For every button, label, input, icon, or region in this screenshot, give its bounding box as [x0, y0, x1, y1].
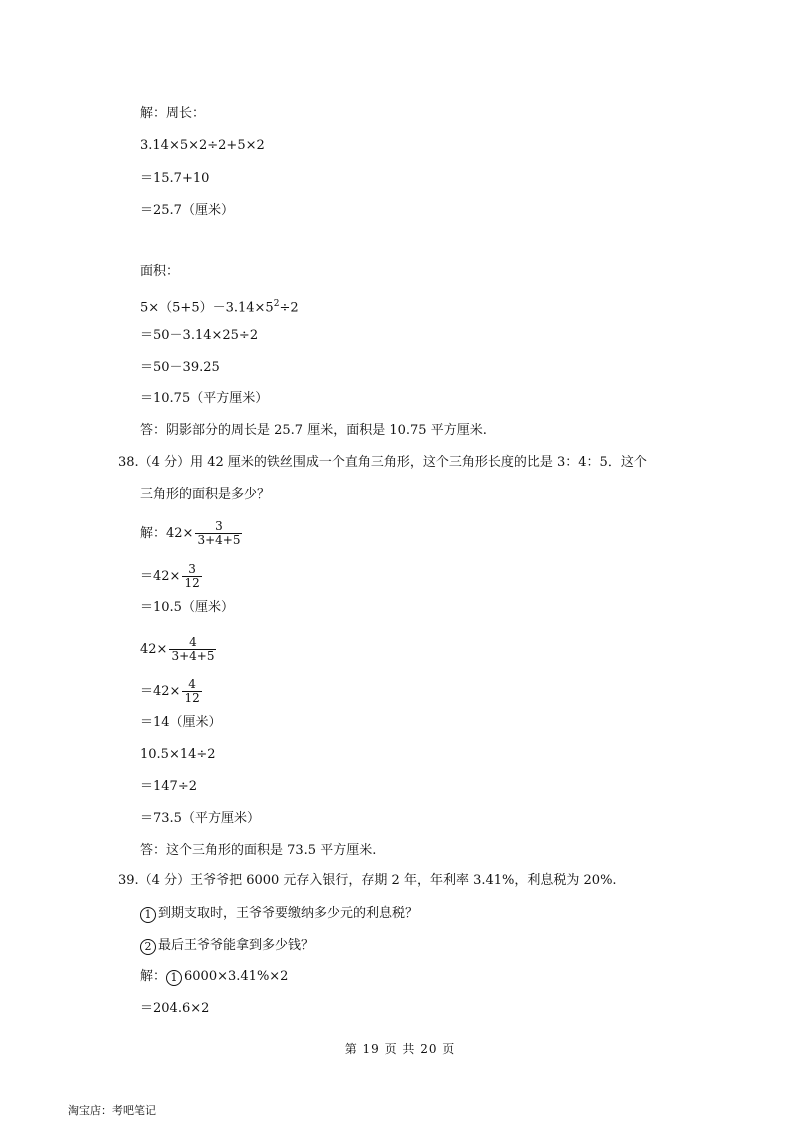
answer-line: 答：这个三角形的面积是 73.5 平方厘米. [140, 843, 377, 858]
equation-line [140, 563, 202, 590]
circled-number-icon: 2 [140, 939, 156, 955]
equation-line: ＝147÷2 [140, 779, 197, 794]
denominator: 3+4+5 [171, 649, 215, 663]
equation-line: ＝50－39.25 [140, 360, 220, 375]
equation-part: 6000×3.41%×2 [184, 969, 289, 984]
equation-line: ＝25.7（厘米） [140, 203, 234, 218]
equation-line: 10.5×14÷2 [140, 747, 216, 762]
question-text: 39.（4 分）王爷爷把 6000 元存入银行，存期 2 年，年利率 3.41%，利息税为 20%. [118, 873, 617, 888]
equation-line [140, 636, 216, 663]
sub-question [140, 938, 314, 955]
area-label: 面积： [140, 264, 180, 279]
equation-line: ＝10.5（厘米） [140, 600, 234, 615]
numerator: 3 [215, 519, 223, 533]
page-number: 第 19 页 共 20 页 [344, 1042, 456, 1056]
exponent: 2 [273, 299, 280, 309]
equation-line: ＝204.6×2 [140, 1001, 210, 1016]
fraction [182, 678, 201, 705]
equation-line [140, 969, 288, 986]
circled-number-icon: 1 [140, 907, 156, 923]
sub-question-text: 到期支取时，王爷爷要缴纳多少元的利息税？ [158, 906, 419, 921]
equation-part: 5×（5+5）－3.14×5 [140, 300, 274, 316]
equation-line: 3.14×5×2÷2+5×2 [140, 138, 265, 153]
numerator: 4 [189, 635, 197, 649]
equation-line [140, 520, 242, 547]
numerator: 4 [188, 677, 196, 691]
equation-line [140, 296, 299, 316]
denominator: 3+4+5 [197, 533, 241, 547]
sub-question [140, 906, 418, 923]
equation-line: ＝73.5（平方厘米） [140, 811, 260, 826]
shop-label: 淘宝店：考吧笔记 [68, 1104, 156, 1117]
answer-line: 答：阴影部分的周长是 25.7 厘米，面积是 10.75 平方厘米. [140, 423, 487, 438]
equation-part: ＝42× [140, 569, 181, 584]
question-text: 38.（4 分）用 42 厘米的铁丝围成一个直角三角形，这个三角形长度的比是 3：4：5．这个 [118, 455, 647, 470]
denominator: 12 [184, 691, 200, 705]
equation-part: 解： [140, 969, 167, 984]
numerator: 3 [188, 562, 196, 576]
equation-part: 解：42× [140, 526, 194, 541]
denominator: 12 [184, 576, 200, 590]
equation-part: 42× [140, 642, 168, 657]
perimeter-label: 解：周长： [140, 106, 206, 121]
equation-line: ＝10.75（平方厘米） [140, 391, 269, 406]
equation-line: ＝50－3.14×25÷2 [140, 328, 259, 343]
equation-part: ÷2 [279, 300, 299, 316]
fraction [195, 520, 242, 547]
equation-line: ＝14（厘米） [140, 715, 222, 730]
equation-part: ＝42× [140, 684, 181, 699]
fraction [169, 636, 216, 663]
fraction [182, 563, 201, 590]
question-text: 三角形的面积是多少？ [140, 487, 271, 502]
equation-line [140, 678, 202, 705]
equation-line: ＝15.7+10 [140, 171, 210, 186]
circled-number-icon: 1 [166, 970, 182, 986]
sub-question-text: 最后王爷爷能拿到多少钱？ [158, 938, 315, 953]
